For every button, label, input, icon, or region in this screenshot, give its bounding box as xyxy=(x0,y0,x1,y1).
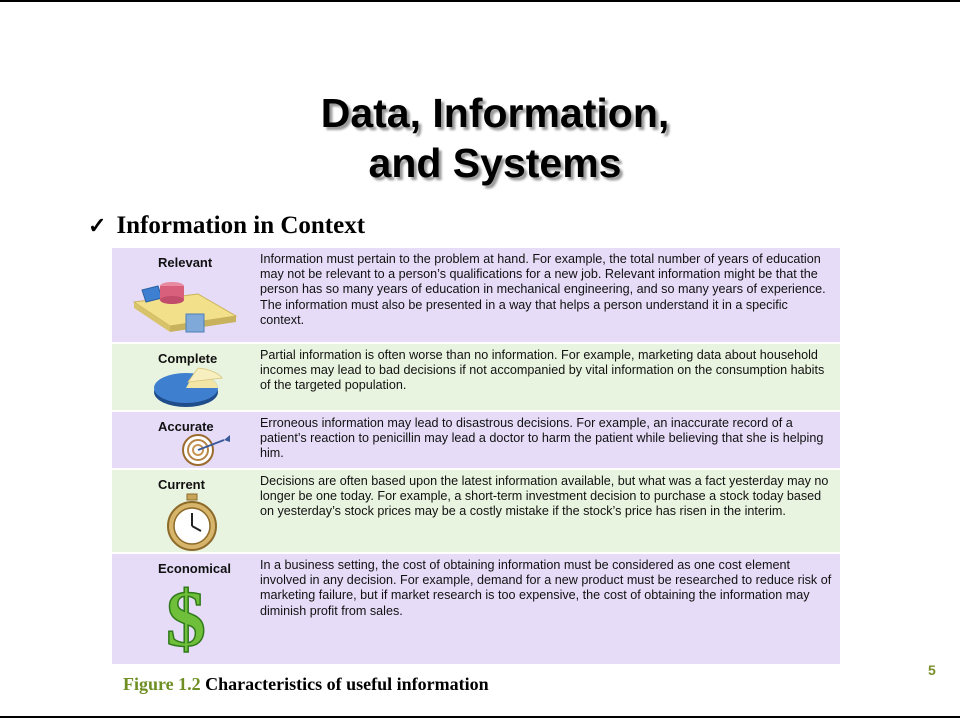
slide-title-line-1: Data, Information, xyxy=(320,90,670,136)
row-text-accurate: Erroneous information may lead to disastrous decisions. For example, an inaccurate record of a patient’s reaction to penicillin may lead a doctor to harm the patient while believing that she is helping him. xyxy=(260,416,824,461)
figure-caption xyxy=(123,674,489,695)
figure-row-accurate xyxy=(112,412,840,470)
row-text-relevant: Information must pertain to the problem at hand. For example, the total number of years of education may not be relevant to a person’s qualifications for a new job. Relevant information might be that the person has so many years of education in mechanical engineering, and so many years of experience. The information must also be presented in a way that helps a person understand it in a specific context. xyxy=(260,252,826,327)
row-label-relevant: Relevant xyxy=(158,255,213,270)
row-label-complete: Complete xyxy=(158,351,218,366)
relevant-blocks-icon xyxy=(114,268,242,338)
row-label-current: Current xyxy=(158,477,205,492)
top-divider xyxy=(0,0,960,2)
target-icon xyxy=(180,432,232,468)
row-text-complete: Partial information is often worse than no information. For example, marketing data about household incomes may lead to bad decisions if not accompanied by vital information on the consumption habits of the targeted population. xyxy=(260,348,825,393)
pie-chart-icon xyxy=(152,366,226,410)
figure-row-economical xyxy=(112,554,840,664)
row-label-economical: Economical xyxy=(158,561,231,576)
row-text-current: Decisions are often based upon the latest information available, but what was a fact yesterday may no longer be one today. For example, a short-term investment decision to purchase a stock today based on yesterday’s stock prices may be a costly mistake if the stock’s price has risen in the interim. xyxy=(260,474,829,519)
stopwatch-icon xyxy=(164,492,220,552)
slide-title-line-2: and Systems xyxy=(368,140,622,186)
figure-row-current xyxy=(112,470,840,554)
bullet-text: Information in Context xyxy=(116,212,366,239)
page-number: 5 xyxy=(928,662,936,678)
figure-row-complete xyxy=(112,344,840,412)
row-text-economical: In a business setting, the cost of obtaining information must be considered as one cost element involved in any decision. For example, demand for a new product must be researched to reduce risk of marketing failure, but if market research is too expensive, the cost of obtaining the information may diminish profit from sales. xyxy=(260,558,832,618)
checkmark-icon: ✓ xyxy=(88,213,107,238)
figure-caption-text: Characteristics of useful information xyxy=(205,674,489,694)
row-label-accurate: Accurate xyxy=(158,419,214,434)
dollar-sign-icon xyxy=(162,582,224,658)
svg-text:$: $ xyxy=(166,582,206,658)
slide-title xyxy=(200,88,790,188)
figure-caption-number: Figure 1.2 xyxy=(123,674,201,694)
figure-row-relevant xyxy=(112,248,840,344)
bottom-divider xyxy=(0,716,960,718)
bullet-item xyxy=(88,208,365,244)
figure-table xyxy=(112,248,840,664)
